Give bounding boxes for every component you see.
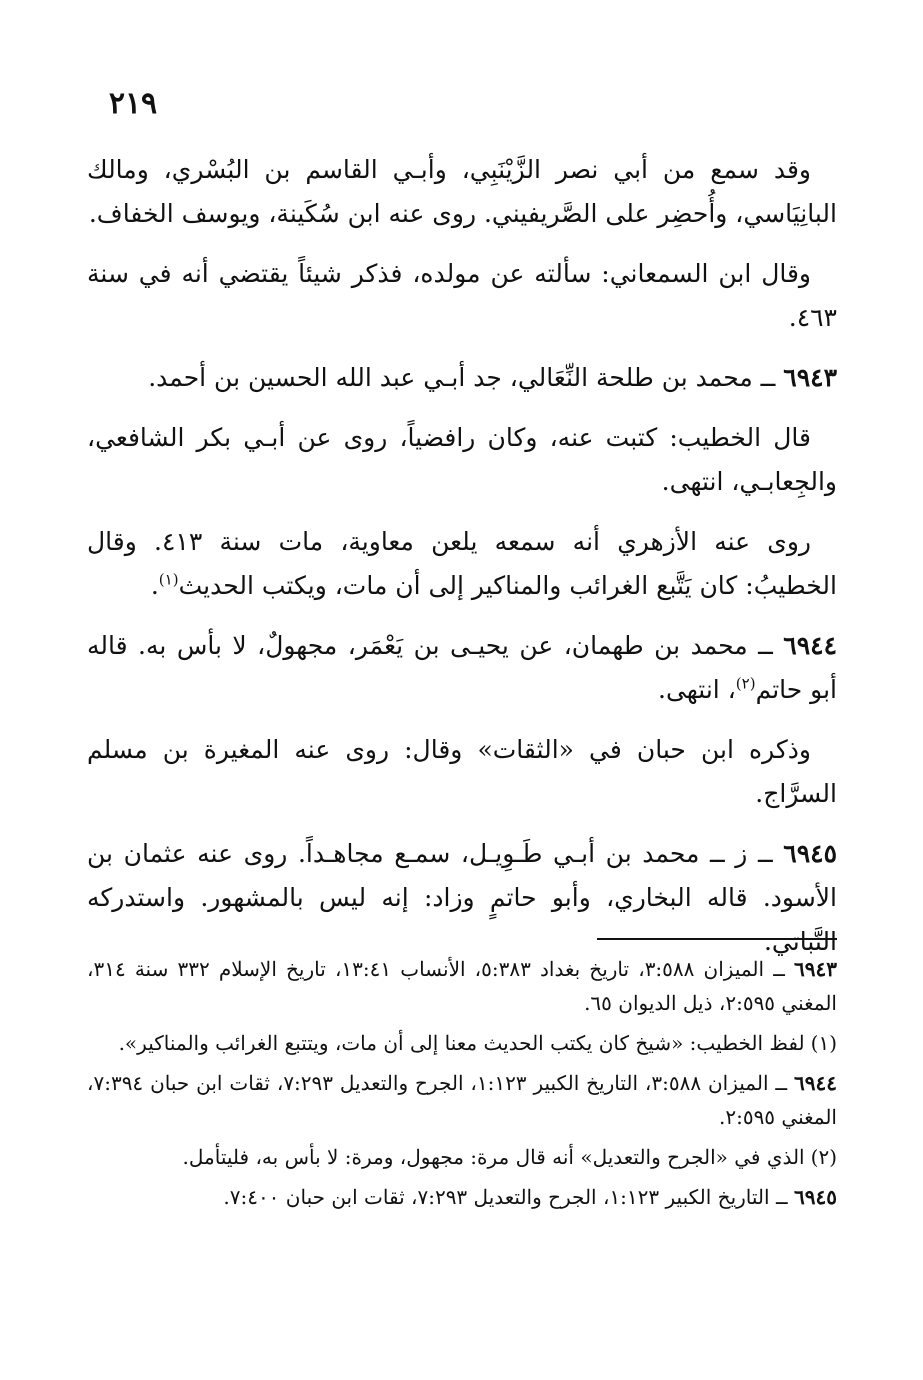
entry-text: ــ محمد بن طهمان، عن يحيـى بن يَعْمَر، مجهولٌ، لا بأس به. قاله أبو حاتم	[87, 631, 837, 704]
footnote-text: ــ التاريخ الكبير ١:١٢٣، الجرح والتعديل ٧:٢٩٣، ثقات ابن حبان ٧:٤٠٠.	[223, 1185, 795, 1209]
entry-text: ــ محمد بن طلحة النِّعَالي، جد أبـي عبد الله الحسين بن أحمد.	[148, 363, 784, 392]
footnote-mark: (١)	[810, 1031, 837, 1055]
footnote-text: لفظ الخطيب: «شيخ كان يكتب الحديث معنا إلى أن مات، ويتتبع الغرائب والمناكير».	[118, 1031, 805, 1055]
entry-6945	[87, 832, 837, 964]
footnote-number: ٦٩٤٣	[794, 957, 838, 981]
footnote-text: الذي في «الجرح والتعديل» أنه قال مرة: مجهول، ومرة: لا بأس به، فليتأمل.	[182, 1145, 805, 1169]
footnote-2	[87, 1140, 837, 1174]
entry-number: ٦٩٤٥	[783, 839, 837, 868]
footnote-6944	[87, 1066, 837, 1134]
main-text	[87, 148, 837, 980]
paragraph-end: .	[150, 571, 159, 600]
paragraph-2: وقال ابن السمعاني: سألته عن مولده، فذكر شيئاً يقتضي أنه في سنة ٤٦٣.	[87, 259, 837, 332]
entry-text: ــ ز ــ محمد بن أبـي طَـوِيـل، سمـع مجاهـداً. روى عنه عثمان بن الأسود. قاله البخاري، وأبو حاتمٍ وزاد: إنه ليس بالمشهور. واستدركه النَّباتي.	[87, 839, 837, 956]
entry-6944	[87, 624, 837, 712]
footnotes	[87, 952, 837, 1220]
entry-6943	[87, 356, 837, 400]
footnote-1	[87, 1026, 837, 1060]
footnote-text: ــ الميزان ٣:٥٨٨، تاريخ بغداد ٥:٣٨٣، الأنساب ١٣:٤١، تاريخ الإسلام ٣٣٢ سنة ٣١٤، المغني ٢:٥٩٥، ذيل الديوان ٦٥.	[87, 957, 837, 1015]
footnote-6943	[87, 952, 837, 1020]
page-number: ٢١٩	[108, 86, 158, 121]
paragraph-text: روى عنه الأزهري أنه سمعه يلعن معاوية، مات سنة ٤١٣. وقال الخطيبُ: كان يَتَّبع الغرائب والمناكير إلى أن مات، ويكتب الحديث	[87, 527, 837, 600]
footnote-text: ــ الميزان ٣:٥٨٨، التاريخ الكبير ١:١٢٣، الجرح والتعديل ٧:٢٩٣، ثقات ابن حبان ٧:٣٩٤، المغني ٢:٥٩٥.	[87, 1071, 837, 1129]
footnote-separator	[597, 938, 837, 940]
entry-number: ٦٩٤٣	[783, 363, 837, 392]
footnote-number: ٦٩٤٥	[794, 1185, 837, 1209]
footnote-reference-1: (١)	[158, 570, 179, 589]
entry-number: ٦٩٤٤	[783, 631, 837, 660]
footnote-6945	[87, 1180, 837, 1214]
paragraph-3: قال الخطيب: كتبت عنه، وكان رافضياً، روى عن أبـي بكر الشافعي، والجِعابـي، انتهى.	[87, 423, 837, 496]
footnote-mark: (٢)	[810, 1145, 837, 1169]
paragraph-4	[87, 520, 837, 608]
paragraph-5: وذكره ابن حبان في «الثقات» وقال: روى عنه المغيرة بن مسلم السرَّاج.	[87, 735, 837, 808]
paragraph-1: وقد سمع من أبي نصر الزَّيْنَبِي، وأبـي القاسم بن البُسْري، ومالك البانِيَاسي، وأُحضِر على الصَّريفيني. روى عنه ابن سُكَينة، ويوسف الخفاف.	[87, 155, 837, 228]
footnote-number: ٦٩٤٤	[794, 1071, 837, 1095]
entry-end: ، انتهى.	[658, 675, 736, 704]
footnote-reference-2: (٢)	[735, 674, 756, 693]
